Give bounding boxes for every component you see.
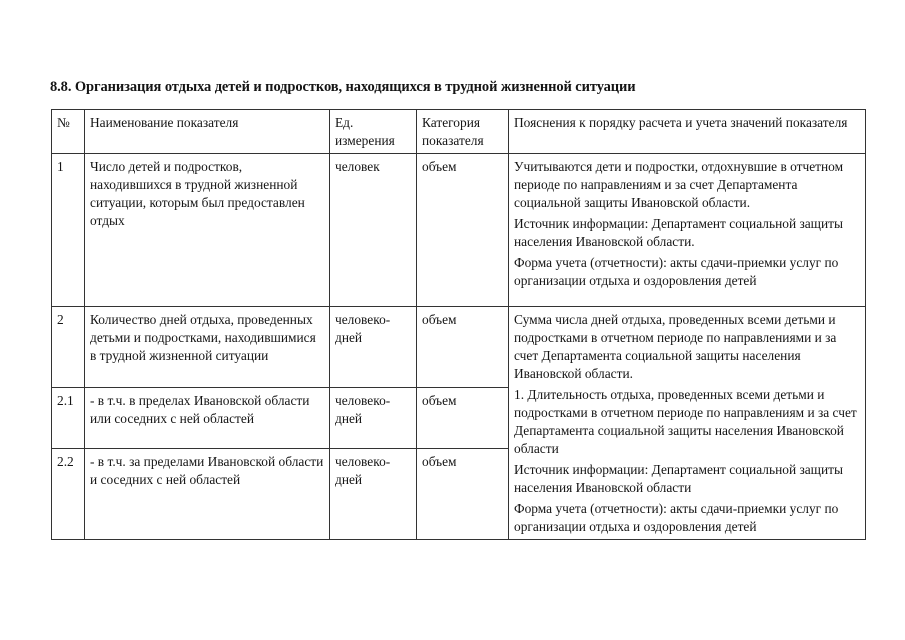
notes-paragraph: Сумма числа дней отдыха, проведенных всеми детьми и подростками в отчетном периоде по направлениями и за счет Департамента социальной защиты населения Ивановской области. <box>514 312 837 381</box>
notes-paragraph: Форма учета (отчетности): акты сдачи-приемки услуг по организации отдыха и оздоровления детей <box>514 255 839 288</box>
column-header-category: Категория показателя <box>417 110 509 154</box>
row-unit: человек <box>330 154 417 307</box>
row-notes <box>509 307 866 540</box>
column-header-notes: Пояснения к порядку расчета и учета значений показателя <box>509 110 866 154</box>
row-category: объем <box>417 154 509 307</box>
row-indicator-name: Число детей и подростков, находившихся в трудной жизненной ситуации, которым был предоставлен отдых <box>85 154 330 307</box>
column-header-unit: Ед. измерения <box>330 110 417 154</box>
row-unit: человеко-дней <box>330 449 417 540</box>
row-category: объем <box>417 307 509 388</box>
row-number: 2.1 <box>52 388 85 449</box>
table-row <box>52 307 866 388</box>
row-indicator-name: - в т.ч. за пределами Ивановской области и соседних с ней областей <box>85 449 330 540</box>
notes-paragraph: Источник информации: Департамент социальной защиты населения Ивановской области. <box>514 216 844 249</box>
row-unit: человеко-дней <box>330 307 417 388</box>
notes-paragraph: Источник информации: Департамент социальной защиты населения Ивановской области <box>514 462 844 495</box>
table-header-row <box>52 110 866 154</box>
row-indicator-name: - в т.ч. в пределах Ивановской области или соседних с ней областей <box>85 388 330 449</box>
notes-paragraph: Форма учета (отчетности): акты сдачи-приемки услуг по организации отдыха и оздоровления детей <box>514 501 839 534</box>
row-number: 2.2 <box>52 449 85 540</box>
notes-paragraph: 1. Длительность отдыха, проведенных всеми детьми и подростками в отчетном периоде по направлениям и за счет Департамента социальной защиты населения Ивановской области <box>514 387 857 456</box>
column-header-number: № <box>52 110 85 154</box>
notes-paragraph: Учитываются дети и подростки, отдохнувшие в отчетном периоде по направлениям и за счет Департамента социальной защиты Ивановской области. <box>514 159 844 210</box>
row-number: 2 <box>52 307 85 388</box>
row-number: 1 <box>52 154 85 307</box>
column-header-name: Наименование показателя <box>85 110 330 154</box>
row-indicator-name: Количество дней отдыха, проведенных детьми и подростками, находившимися в трудной жизненной ситуации <box>85 307 330 388</box>
indicators-table <box>51 109 866 540</box>
table-row <box>52 154 866 307</box>
row-category: объем <box>417 449 509 540</box>
row-unit: человеко-дней <box>330 388 417 449</box>
section-heading: 8.8. Организация отдыха детей и подростков, находящихся в трудной жизненной ситуации <box>50 79 636 95</box>
row-category: объем <box>417 388 509 449</box>
row-notes <box>509 154 866 307</box>
